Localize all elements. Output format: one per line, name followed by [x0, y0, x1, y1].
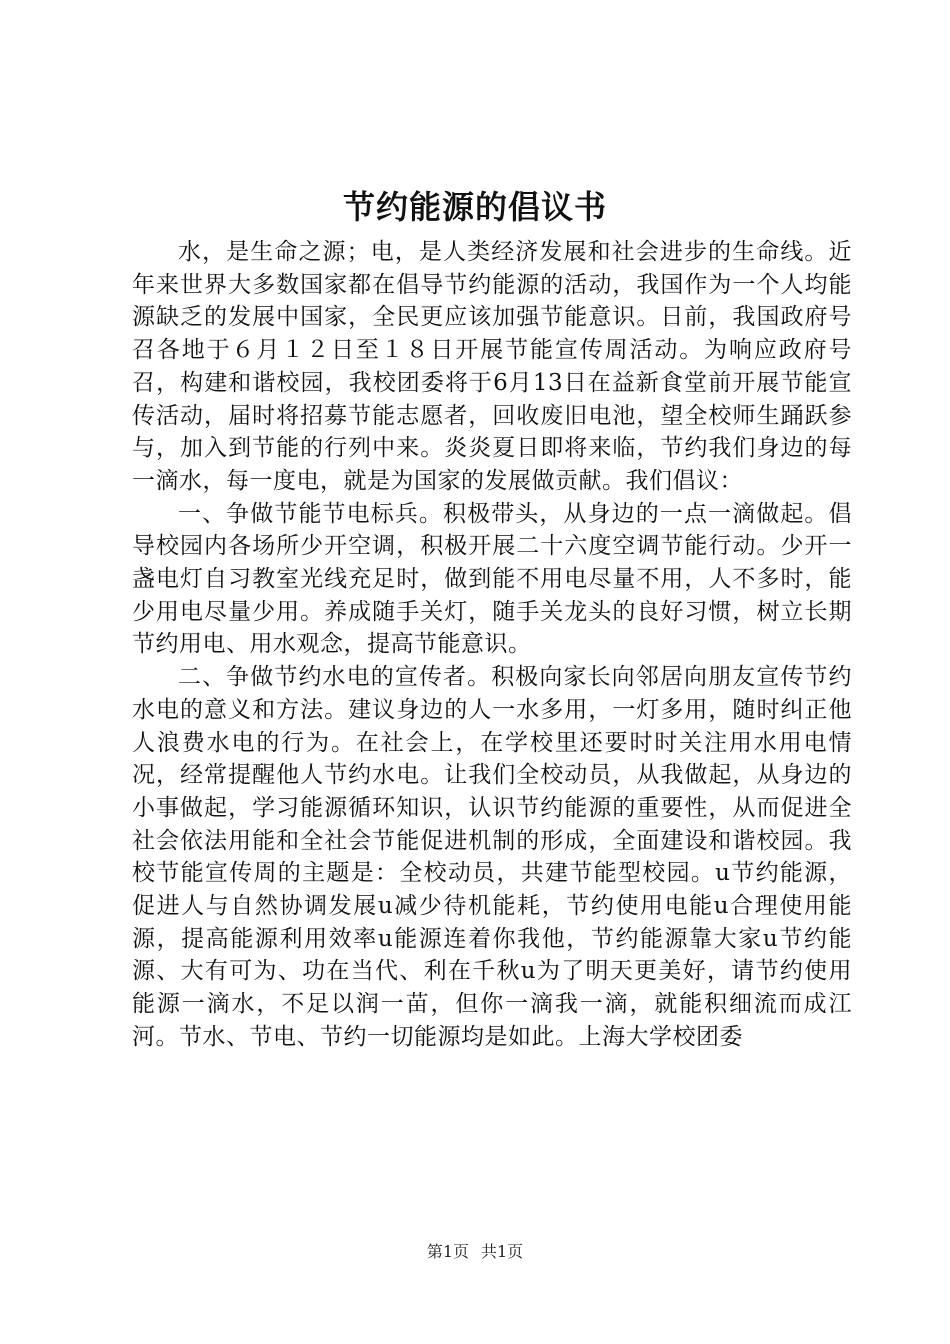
paragraph-intro: 水，是生命之源；电，是人类经济发展和社会进步的生命线。近年来世界大多数国家都在倡导节约能源的活动，我国作为一个人均能源缺乏的发展中国家，全民更应该加强节能意识。日前，我国政府号召各地于６月１２日至１８日开展节能宣传周活动。为响应政府号召，构建和谐校园，我校团委将于6月13日在益新食堂前开展节能宣传活动，届时将招募节能志愿者，回收废旧电池，望全校师生踊跃参与，加入到节能的行列中来。炎炎夏日即将来临，节约我们身边的每一滴水，每一度电，就是为国家的发展做贡献。我们倡议：	[132, 239, 852, 494]
document-title: 节约能源的倡议书	[342, 188, 607, 226]
page-number-current: 第1页	[426, 1242, 469, 1261]
paragraph-proposal-one: 一、争做节能节电标兵。积极带头，从身边的一点一滴做起。倡导校园内各场所少开空调，积极开展二十六度空调节能行动。少开一盏电灯自习教室光线充足时，做到能不用电尽量不用，人不多时，能少用电尽量少用。养成随手关灯，随手关龙头的良好习惯，树立长期节约用电、用水观念，提高节能意识。	[132, 500, 852, 658]
page-footer	[0, 1240, 950, 1264]
page-number-total: 共1页	[481, 1242, 524, 1261]
paragraph-proposal-two: 二、争做节约水电的宣传者。积极向家长向邻居向朋友宣传节约水电的意义和方法。建议身边的人一水多用，一灯多用，随时纠正他人浪费水电的行为。在社会上，在学校里还要时时关注用水用电情况，经常提醒他人节约水电。让我们全校动员，从我做起，从身边的小事做起，学习能源循环知识，认识节约能源的重要性，从而促进全社会依法用能和全社会节能促进机制的形成，全面建设和谐校园。我校节能宣传周的主题是：全校动员，共建节能型校园。u节约能源，促进人与自然协调发展u减少待机能耗，节约使用电能u合理使用能源，提高能源利用效率u能源连着你我他，节约能源靠大家u节约能源、大有可为、功在当代、利在千秋u为了明天更美好，请节约使用能源一滴水，不足以润一苗，但你一滴我一滴，就能积细流而成江河。节水、节电、节约一切能源均是如此。上海大学校团委	[132, 664, 852, 1050]
document-body	[132, 236, 852, 1054]
